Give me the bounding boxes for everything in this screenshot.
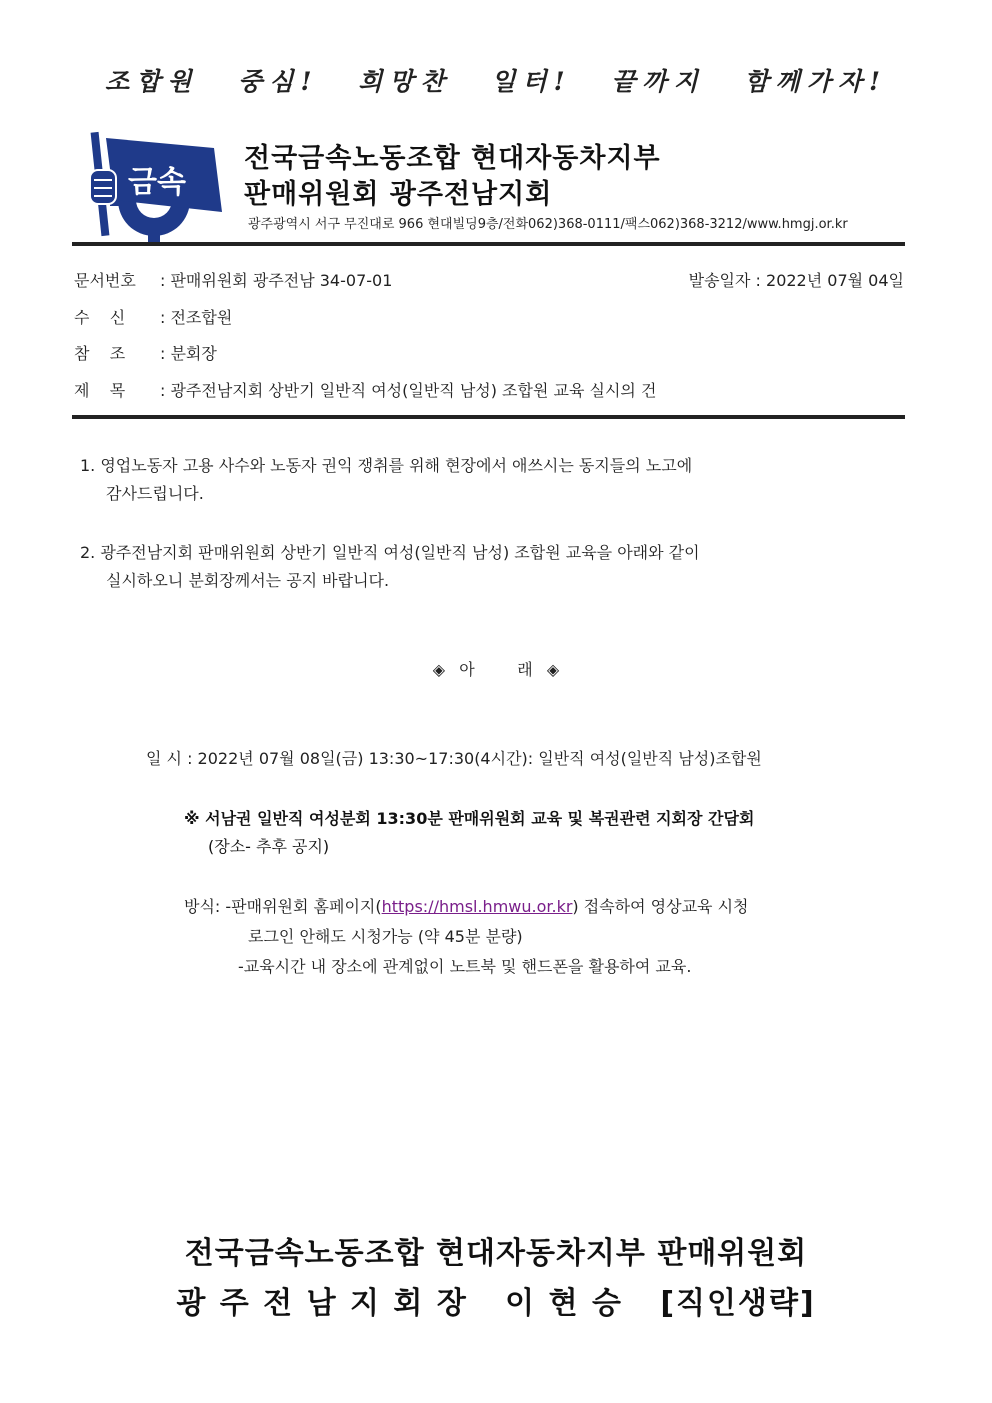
org-name-line1: 전국금속노동조합 현대자동차지부 — [244, 143, 661, 174]
note-block — [184, 805, 754, 861]
below-heading: ◈ 아 래 ◈ — [432, 660, 560, 679]
subject-label: 제 목 — [74, 381, 126, 400]
paragraph-2-line2: 실시하오니 분회장께서는 공지 바랍니다. — [106, 571, 390, 590]
method-prefix: 방식: -판매위원회 홈페이지( — [184, 897, 382, 916]
reference-label: 참 조 — [74, 344, 126, 363]
paragraph-2-line1: 2. 광주전남지회 판매위원회 상반기 일반직 여성(일반직 남성) 조합원 교육을 아래와 같이 — [80, 543, 700, 562]
reference-value: : 분회장 — [160, 344, 217, 363]
note-line1: ※ 서남권 일반직 여성분회 13:30분 판매위원회 교육 및 복권관련 지회장 간담회 — [184, 809, 755, 828]
paragraph-1 — [80, 452, 880, 508]
doc-number-value: : 판매위원회 광주전남 34-07-01 — [160, 271, 393, 290]
paragraph-2 — [80, 539, 880, 595]
note-line2: (장소- 추후 공지) — [208, 837, 330, 856]
signature-org: 전국금속노동조합 현대자동차지부 판매위원회 — [184, 1236, 808, 1271]
doc-number-row — [74, 268, 392, 291]
paragraph-1-line1: 1. 영업노동자 고용 사수와 노동자 권익 쟁취를 위해 현장에서 애쓰시는 동지들의 노고에 — [80, 456, 693, 475]
subject-row — [74, 378, 656, 401]
doc-number-label: 문서번호 — [74, 271, 136, 290]
signature-name: 광 주 전 남 지 회 장 이 현 승 [직인생략] — [176, 1286, 816, 1321]
homepage-link[interactable]: https://hmsl.hmwu.or.kr — [381, 897, 573, 916]
union-logo — [86, 130, 226, 242]
method-suffix: ) 접속하여 영상교육 시청 — [572, 897, 749, 916]
schedule-line: 일 시 : 2022년 07월 08일(금) 13:30~17:30(4시간): 일반직 여성(일반직 남성)조합원 — [146, 749, 762, 768]
recipient-label: 수 신 — [74, 308, 126, 327]
method-line1 — [184, 892, 748, 922]
recipient-value: : 전조합원 — [160, 308, 233, 327]
paragraph-1-line2: 감사드립니다. — [106, 484, 204, 503]
recipient-row — [74, 305, 232, 328]
method-line3: -교육시간 내 장소에 관계없이 노트북 및 핸드폰을 활용하여 교육. — [238, 957, 692, 976]
send-date: 발송일자 : 2022년 07월 04일 — [688, 271, 904, 290]
meta-divider — [72, 415, 905, 419]
org-address: 광주광역시 서구 무진대로 966 현대빌딩9층/전화062)368-0111/팩스062)368-3212/www.hmgj.or.kr — [248, 217, 848, 232]
method-block — [184, 892, 748, 982]
logo-text: 금속 — [128, 165, 186, 200]
reference-row — [74, 341, 217, 364]
header-divider — [72, 242, 905, 246]
slogan: 조합원 중심! 희망찬 일터! 끝까지 함께가자! — [105, 67, 887, 96]
subject-value: : 광주전남지회 상반기 일반직 여성(일반직 남성) 조합원 교육 실시의 건 — [160, 381, 657, 400]
method-line2: 로그인 안해도 시청가능 (약 45분 분량) — [248, 927, 523, 946]
org-name-line2: 판매위원회 광주전남지회 — [244, 179, 553, 210]
